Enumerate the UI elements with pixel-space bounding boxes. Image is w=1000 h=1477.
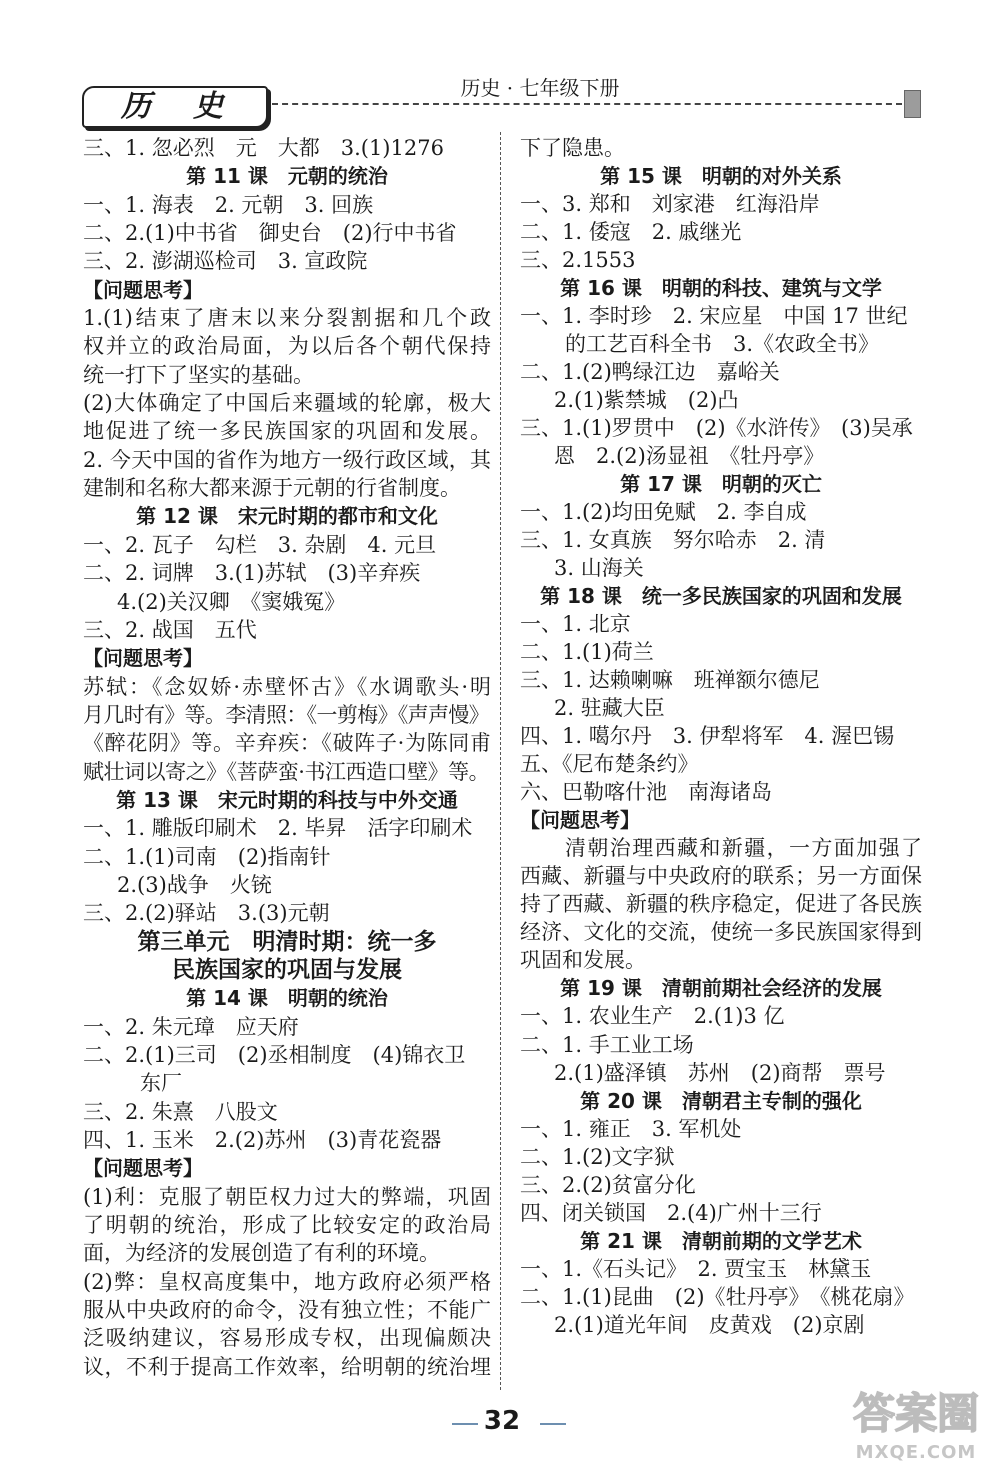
answer-line: 二、1.(1)荷兰 [520,640,654,665]
answer-line: 2.(3)战争 火铳 [117,872,272,897]
site-watermark [840,1386,992,1472]
answer-line: 一、1. 雕版印刷术 2. 毕昇 活字印刷术 [83,816,473,841]
answer-line: 二、1.(1)司南 (2)指南针 [83,844,331,869]
reflection-text-line: 2. 今天中国的省作为地方一级行政区域，其 [83,447,491,472]
answer-line: 一、1. 北京 [520,612,631,637]
running-title: 历史 · 七年级下册 [460,76,620,100]
answer-line: 三、1. 女真族 努尔哈赤 2. 清 [520,528,826,553]
answer-line: 三、2.(2)驿站 3.(3)元朝 [83,901,330,926]
page-number: 32 [483,1406,521,1436]
reflection-label: 【问题思考】 [83,277,203,302]
answer-line: 2. 驻藏大臣 [554,696,665,721]
page-number-rule-right [540,1423,566,1425]
left-column [83,134,491,1381]
answer-line: 的工艺百科全书 3.《农政全书》 [565,332,880,357]
right-column [520,134,922,1339]
answer-line: 恩 2.(2)汤显祖 《牡丹亭》 [554,444,825,469]
reflection-text-line: 面，为经济的发展创造了有利的环境。 [83,1241,440,1266]
answer-line: 2.(1)道光年间 皮黄戏 (2)京剧 [554,1312,865,1337]
watermark-site-text: MXQE.COM [855,1442,977,1463]
answer-line: 一、1. 农业生产 2.(1)3 亿 [520,1004,785,1029]
answer-line: 四、闭关锁国 2.(4)广州十三行 [520,1200,822,1225]
reflection-text-line: 月几时有》等。李清照：《一剪梅》《声声慢》 [83,702,489,727]
reflection-text-line: 赋壮词以寄之》《菩萨蛮·书江西造口壁》等。 [83,759,490,784]
unit-3-heading-line-2: 民族国家的巩固与发展 [172,956,402,983]
answer-line: 一、2. 朱元璋 应天府 [83,1014,299,1039]
answer-line: 二、1.(2)文字狱 [520,1144,675,1169]
answer-line: 二、1. 倭寇 2. 戚继光 [520,220,742,245]
answer-line: 东厂 [140,1071,182,1096]
answer-line: 2.(1)紫禁城 (2)凸 [554,388,739,413]
reflection-text-line: 地促进了统一多民族国家的巩固和发展。 [83,419,491,444]
answer-line: 3. 山海关 [554,556,644,581]
reflection-text-line: 巩固和发展。 [520,948,646,973]
answer-line: 三、2. 战国 五代 [83,617,257,642]
reflection-text-line: 建制和名称大都来源于元朝的行省制度。 [83,476,461,501]
lesson-13-heading: 第 13 课 宋元时期的科技与中外交通 [116,787,458,812]
reflection-text-line: 下了隐患。 [520,136,625,160]
lesson-20-heading: 第 20 课 清朝君主专制的强化 [580,1088,862,1113]
lesson-16-heading: 第 16 课 明朝的科技、建筑与文学 [560,276,882,301]
corner-tab-marker [904,90,921,118]
reflection-label: 【问题思考】 [520,808,640,833]
reflection-text-line: 经济、文化的交流，使统一多民族国家得到 [520,920,922,945]
reflection-text-line: 泛吸纳建议，容易形成专权，出现偏颇决 [83,1326,491,1351]
lesson-17-heading: 第 17 课 明朝的灭亡 [620,472,822,497]
column-divider [500,132,501,1390]
reflection-label: 【问题思考】 [83,646,203,671]
answer-line: 二、1. 手工业工场 [520,1032,694,1057]
answer-line: 一、1.《石头记》 2. 贾宝玉 林黛玉 [520,1256,872,1281]
unit-3-heading-line-1: 第三单元 明清时期：统一多 [137,928,437,955]
lesson-14-heading: 第 14 课 明朝的统治 [186,986,388,1011]
answer-line: 一、1. 雍正 3. 军机处 [520,1116,742,1141]
answer-line: 六、巴勒喀什池 南海诸岛 [520,780,772,805]
reflection-text-line: 了明朝的统治，形成了比较安定的政治局 [83,1213,491,1238]
answer-line: 二、2.(1)中书省 御史台 (2)行中书省 [83,221,457,246]
header-dashed-rule [272,103,902,105]
lesson-21-heading: 第 21 课 清朝前期的文学艺术 [580,1228,862,1253]
answer-line: 一、1.(2)均田免赋 2. 李自成 [520,500,807,525]
answer-line: 五、《尼布楚条约》 [520,752,699,777]
reflection-text-line: 《醉花阴》等。辛弃疾：《破阵子·为陈同甫 [83,731,491,756]
answer-line: 三、1.(1)罗贯中 (2)《水浒传》 (3)吴承 [520,416,913,441]
answer-line: 三、2. 澎湖巡检司 3. 宣政院 [83,249,368,274]
answer-line: 四、1. 噶尔丹 3. 伊犁将军 4. 渥巴锡 [520,724,895,749]
answer-line: 一、3. 郑和 刘家港 红海沿岸 [520,192,820,217]
answer-line: 三、2.(2)贫富分化 [520,1172,696,1197]
answer-line: 4.(2)关汉卿 《窦娥冤》 [117,589,346,614]
reflection-text-line: 苏轼：《念奴娇·赤壁怀古》《水调歌头·明 [83,674,491,699]
lesson-11-heading: 第 11 课 元朝的统治 [186,164,388,189]
reflection-text-line: 清朝治理西藏和新疆，一方面加强了 [565,836,922,861]
answer-line: 三、1. 达赖喇嘛 班禅额尔德尼 [520,668,820,693]
answer-line: 三、1. 忽必烈 元 大都 3.(1)1276 [83,136,444,160]
reflection-text-line: 议，不利于提高工作效率，给明朝的统治埋 [83,1354,491,1379]
reflection-text-line: (1)利：克服了朝臣权力过大的弊端，巩固 [83,1184,491,1209]
subject-badge-text: 历 史 [121,89,229,124]
reflection-text-line: 西藏、新疆与中央政府的联系；另一方面保 [520,864,922,889]
answer-line: 一、1. 海表 2. 元朝 3. 回族 [83,192,374,217]
answer-line: 二、1.(1)昆曲 (2)《牡丹亭》 《桃花扇》 [520,1284,915,1309]
lesson-18-heading: 第 18 课 统一多民族国家的巩固和发展 [540,584,902,609]
answer-line: 二、1.(2)鸭绿江边 嘉峪关 [520,360,780,385]
answer-line: 三、2.1553 [520,248,636,273]
subject-badge [82,86,268,128]
reflection-text-line: 统一打下了坚实的基础。 [83,362,314,387]
answer-line: 二、2.(1)三司 (2)丞相制度 (4)锦衣卫 [83,1043,466,1067]
lesson-15-heading: 第 15 课 明朝的对外关系 [600,164,842,189]
lesson-19-heading: 第 19 课 清朝前期社会经济的发展 [560,976,882,1001]
reflection-text-line: (2)大体确定了中国后来疆域的轮廓，极大 [83,391,491,416]
lesson-12-heading: 第 12 课 宋元时期的都市和文化 [136,504,438,529]
reflection-text-line: (2)弊：皇权高度集中，地方政府必须严格 [83,1269,491,1294]
answer-line: 2.(1)盛泽镇 苏州 (2)商帮 票号 [554,1060,886,1085]
reflection-label: 【问题思考】 [83,1156,203,1181]
answer-line: 二、2. 词牌 3.(1)苏轼 (3)辛弃疾 [83,561,421,586]
answer-line: 一、2. 瓦子 勾栏 3. 杂剧 4. 元旦 [83,532,437,557]
reflection-text-line: 持了西藏、新疆的秩序稳定，促进了各民族 [520,892,922,917]
answer-line: 四、1. 玉米 2.(2)苏州 (3)青花瓷器 [83,1128,442,1153]
watermark-logo-text: 答案圈 [852,1389,979,1438]
answer-line: 三、2. 朱熹 八股文 [83,1099,278,1124]
reflection-text-line: 1.(1)结束了唐末以来分裂割据和几个政 [83,306,491,331]
answer-line: 一、1. 李时珍 2. 宋应星 中国 17 世纪 [520,304,908,329]
reflection-text-line: 服从中央政府的命令，没有独立性；不能广 [83,1298,491,1323]
reflection-text-line: 权并立的政治局面，为以后各个朝代保持 [83,334,491,359]
